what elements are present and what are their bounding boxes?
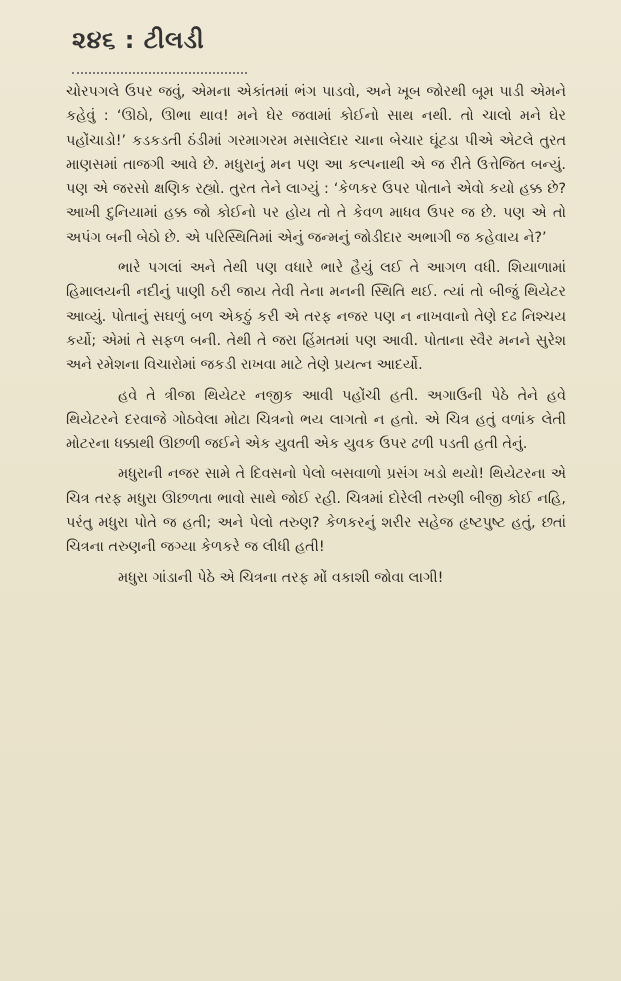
- paragraph-2: ભારે પગલાં અને તેથી પણ વધારે ભારે હૈયું લઈ તે આગળ વધી. શિયાળામાં હિમાલયની નદીનું પાણી ઠરી જાય તેવી તેના મનની સ્થિતિ થઈ. ત્યાં તો બીજું થિયેટર આવ્યું. પોતાનું સઘળું બળ એકઠું કરી એ તરફ નજર પણ ન નાખવાનો તેણે દઢ નિશ્ચય કર્યો; એમાં તે સફળ બની. તેથી તે જરા હિંમતમાં પણ આવી. પોતાના સ્વૈર મનને સુરેશ અને રમેશના વિચારોમાં જકડી રાખવા માટે તેણે પ્રયત્ન આદર્યો.: [66, 260, 566, 374]
- paragraph-5: મધુરા ગાંડાની પેઠે એ ચિત્રના તરફ મોં વકાશી જોવા લાગી!: [118, 569, 444, 586]
- body-text: [66, 80, 566, 590]
- paragraph-3: હવે તે ત્રીજા થિયેટર નજીક આવી પહોંચી હતી. અગાઉની પેઠે તેને હવે થિયેટરને દરવાજે ગોઠવેલા મોટા ચિત્રનો ભય લાગતો ન હતો. એ ચિત્ર હતું વળાંક લેતી મોટરના ધક્કાથી ઊછળી જઈને એક યુવતી એક યુવક ઉપર ઢળી પડતી હતી તેનું.: [66, 387, 566, 453]
- header-rule: [72, 66, 247, 74]
- page-header: ૨૪૬ : ટીલડી: [72, 26, 205, 54]
- paragraph-4: મધુરાની નજર સામે તે દિવસનો પેલો બસવાળો પ્રસંગ ખડો થયો! થિયેટરના એ ચિત્ર તરફ મધુરા ઊછળતા ભાવો સાથે જોઈ રહી. ચિત્રમાં દોરેલી તરુણી બીજી કોઈ નહિ, પરંતુ મધુરા પોતે જ હતી; અને પેલો તરુણ? કેળકરનું શરીર સહેજ હૃષ્ટપુષ્ટ હતું, છતાં ચિત્રના તરુણની જગ્યા કેળકરે જ લીધી હતી!: [66, 466, 566, 556]
- paragraph-1: ચોરપગલે ઉપર જવું, એમના એકાંતમાં ભંગ પાડવો, અને ખૂબ જોરથી બૂમ પાડી એમને કહેવું : ‘ઊઠો, ઊભા થાવ! મને ઘેર જવામાં કોઈનો સાથ નથી. તો ચાલો મને ઘેર પહોંચાડો!’ કડકડતી ઠંડીમાં ગરમાગરમ મસાલેદાર ચાના બેચાર ઘૂંટડા પીએ એટલે તુરત માણસમાં તાજગી આવે છે. મધુરાનું મન પણ આ કલ્પનાથી એ જ રીતે ઉત્તેજિત બન્યું. પણ એ જરસો ક્ષણિક રહ્યો. તુરત તેને લાગ્યું : ‘કેળકર ઉપર પોતાને એવો કયો હક્ક છે? આખી દુનિયામાં હક્ક જો કોઈનો પર હોય તો તે કેવળ માધવ ઉપર જ છે. પણ એ તો અપંગ બની બેઠો છે. એ પરિસ્થિતિમાં એનું જન્મનું જોડીદાર અભાગી જ કહેવાય ને?’: [66, 84, 566, 246]
